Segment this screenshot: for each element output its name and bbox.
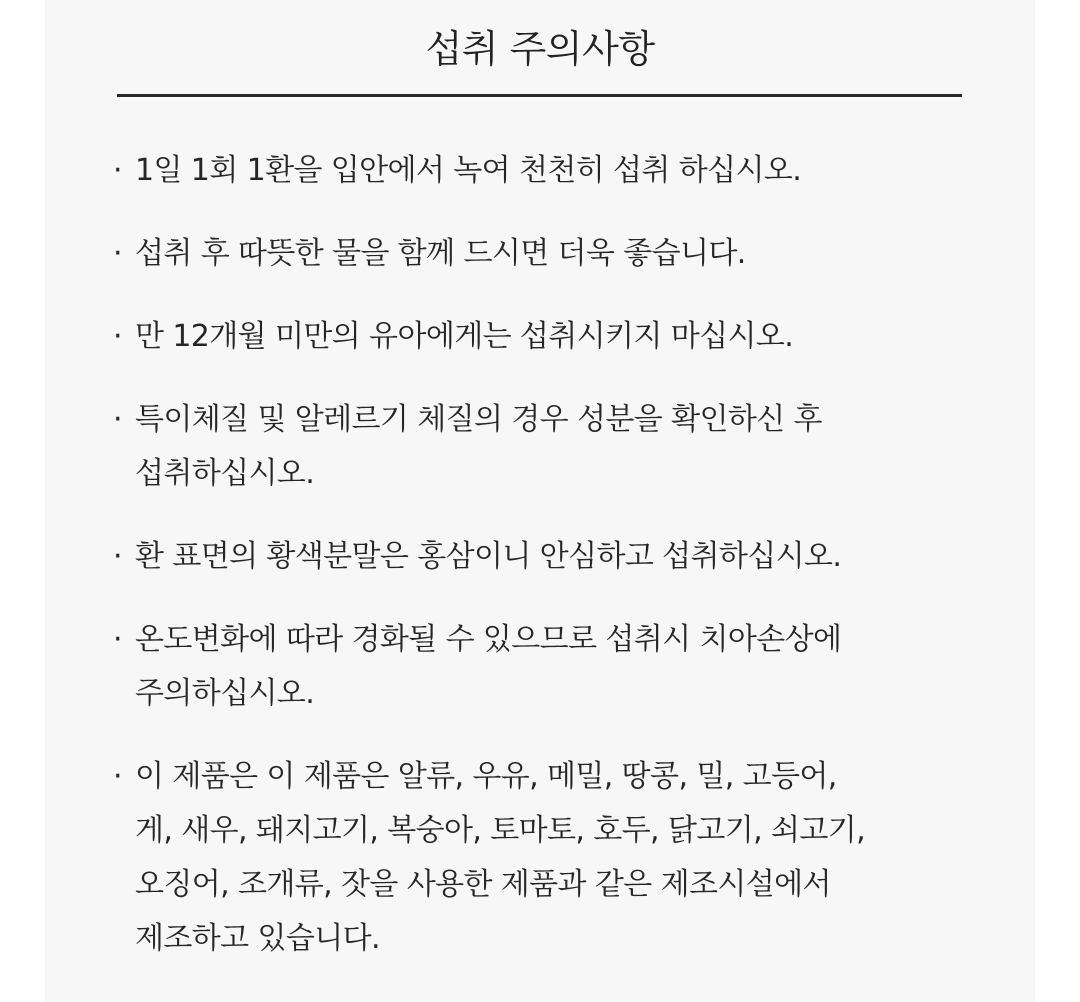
notice-text: 섭취하십시오. <box>135 456 315 491</box>
notice-item <box>113 393 993 501</box>
bullet: · <box>113 402 122 437</box>
notice-item <box>113 144 993 198</box>
bullet: · <box>113 153 122 188</box>
bullet: · <box>113 622 122 657</box>
notice-text: 주의하십시오. <box>135 676 315 711</box>
notice-text: 오징어, 조개류, 잣을 사용한 제품과 같은 제조시설에서 <box>135 867 831 902</box>
caution-panel <box>45 0 1035 1002</box>
notice-text: 이 제품은 이 제품은 알류, 우유, 메밀, 땅콩, 밀, 고등어, <box>135 759 837 794</box>
bullet: · <box>113 319 122 354</box>
notice-item <box>113 227 993 281</box>
title-divider <box>117 94 962 97</box>
notice-text: 섭취 후 따뜻한 물을 함께 드시면 더욱 좋습니다. <box>135 236 746 271</box>
notice-item <box>113 530 993 584</box>
notice-text: 게, 새우, 돼지고기, 복숭아, 토마토, 호두, 닭고기, 쇠고기, <box>135 813 866 848</box>
notice-text: 만 12개월 미만의 유아에게는 섭취시키지 마십시오. <box>135 319 794 354</box>
notice-text: 온도변화에 따라 경화될 수 있으므로 섭취시 치아손상에 <box>135 622 842 657</box>
notice-text: 1일 1회 1환을 입안에서 녹여 천천히 섭취 하십시오. <box>135 153 802 188</box>
bullet: · <box>113 759 122 794</box>
notice-text: 제조하고 있습니다. <box>135 921 380 956</box>
notice-item <box>113 750 993 966</box>
notice-item <box>113 613 993 721</box>
notice-list <box>113 144 993 995</box>
notice-text: 특이체질 및 알레르기 체질의 경우 성분을 확인하신 후 <box>135 402 822 437</box>
notice-item <box>113 310 993 364</box>
bullet: · <box>113 539 122 574</box>
section-title: 섭취 주의사항 <box>425 27 655 71</box>
notice-text: 환 표면의 황색분말은 홍삼이니 안심하고 섭취하십시오. <box>135 539 842 574</box>
bullet: · <box>113 236 122 271</box>
